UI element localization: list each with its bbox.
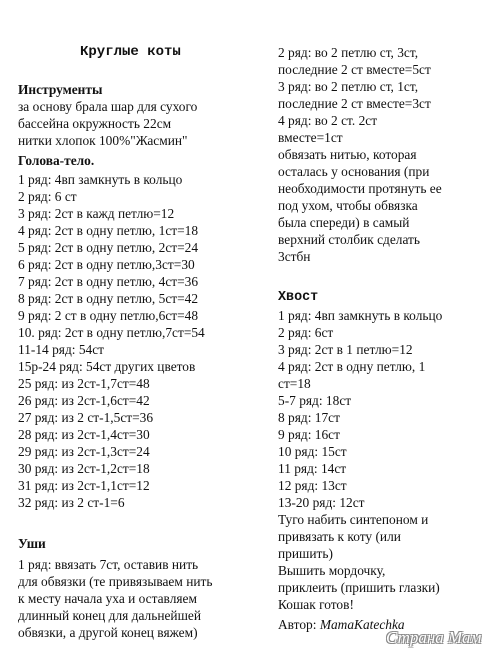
ear-line: необходимости протянуть ее (278, 181, 442, 196)
body-row: 25 ряд: из 2ст-1,7ст=48 (18, 376, 150, 391)
tail-line: 1 ряд: 4вп замкнуть в кольцо (278, 308, 443, 323)
instruments-line: за основу брала шар для сухого (18, 99, 198, 114)
author-label: Автор: (278, 617, 317, 632)
body-row: 2 ряд: 6 ст (18, 189, 77, 204)
tail-line: привязать к коту (или (278, 529, 401, 544)
site-watermark: Страна Мам (386, 628, 482, 647)
body-row: 28 ряд: из 2ст-1,4ст=30 (18, 427, 150, 442)
body-row: 30 ряд: из 2ст-1,2ст=18 (18, 461, 150, 476)
body-row: 3 ряд: 2ст в кажд петлю=12 (18, 206, 175, 221)
tail-line: 2 ряд: 6ст (278, 325, 334, 340)
body-row: 11-14 ряд: 54ст (18, 342, 105, 357)
body-row: 9 ряд: 2 ст в одну петлю,6ст=48 (18, 308, 199, 323)
tail-line: 4 ряд: 2ст в одну петлю, 1 (278, 359, 426, 374)
body-row: 1 ряд: 4вп замкнуть в кольцо (18, 172, 183, 187)
ear-line: 2 ряд: во 2 петлю ст, 3ст, (278, 45, 419, 60)
tail-line: 11 ряд: 14ст (278, 461, 347, 476)
tail-line: 5-7 ряд: 18ст (278, 393, 352, 408)
tail-heading: Хвост (278, 290, 319, 305)
instruments-heading: Инструменты (18, 82, 103, 97)
ears-line: длинный конец для дальнейшей (18, 608, 202, 623)
ear-line: осталась у основания (при (278, 164, 430, 179)
ear-line: вместе=1ст (278, 130, 343, 145)
ear-line: верхний столбик сделать (278, 232, 421, 247)
author-name: MamaKatechka (319, 617, 405, 632)
ears-line: 1 ряд: ввязать 7ст, оставив нить (18, 557, 199, 572)
ear-line: 4 ряд: во 2 ст. 2ст (278, 113, 378, 128)
body-row: 15р-24 ряд: 54ст других цветов (18, 359, 196, 374)
tail-line: 13-20 ряд: 12ст (278, 495, 365, 510)
body-row: 27 ряд: из 2 ст-1,5ст=36 (18, 410, 154, 425)
body-row: 6 ряд: 2ст в одну петлю,3ст=30 (18, 257, 195, 272)
ear-line: 3стбн (278, 249, 311, 264)
ears-line: к месту начала уха и оставляем (18, 591, 197, 606)
ears-heading: Уши (18, 536, 46, 551)
tail-line: 9 ряд: 16ст (278, 427, 340, 442)
document-title: Круглые коты (80, 44, 181, 60)
tail-line: 10 ряд: 15ст (278, 444, 347, 459)
instruments-line: бассейна окружность 22см (18, 116, 172, 131)
body-row: 29 ряд: из 2ст-1,3ст=24 (18, 444, 150, 459)
ear-line: под ухом, чтобы обвязка (278, 198, 418, 213)
instruments-line: нитки хлопок 100%"Жасмин" (18, 133, 188, 148)
tail-line: ст=18 (278, 376, 311, 391)
ear-line: была спереди) в самый (278, 215, 410, 230)
tail-line: пришить) (278, 546, 333, 561)
ears-line: обвязки, а другой конец вяжем) (18, 625, 198, 640)
body-row: 31 ряд: из 2ст-1,1ст=12 (18, 478, 150, 493)
tail-line: 3 ряд: 2ст в 1 петлю=12 (278, 342, 413, 357)
ears-line: для обвязки (те привязываем нить (18, 574, 213, 589)
body-row: 5 ряд: 2ст в одну петлю, 2ст=24 (18, 240, 199, 255)
body-heading: Голова-тело. (18, 153, 95, 168)
tail-line: Туго набить синтепоном и (278, 512, 429, 527)
body-row: 8 ряд: 2ст в одну петлю, 5ст=42 (18, 291, 199, 306)
body-row: 10. ряд: 2ст в одну петлю,7ст=54 (18, 325, 205, 340)
ear-line: последние 2 ст вместе=3ст (278, 96, 431, 111)
ear-line: последние 2 ст вместе=5ст (278, 62, 431, 77)
body-row: 32 ряд: из 2 ст-1=6 (18, 495, 125, 510)
ear-line: обвязать нитью, которая (278, 147, 417, 162)
tail-line: 8 ряд: 17ст (278, 410, 340, 425)
ear-line: 3 ряд: во 2 петлю ст, 1ст, (278, 79, 419, 94)
body-row: 26 ряд: из 2ст-1,6ст=42 (18, 393, 150, 408)
body-row: 4 ряд: 2ст в одну петлю, 1ст=18 (18, 223, 199, 238)
tail-line: Вышить мордочку, (278, 563, 386, 578)
tail-line: Кошак готов! (278, 597, 354, 612)
body-row: 7 ряд: 2ст в одну петлю, 4ст=36 (18, 274, 199, 289)
tail-line: 12 ряд: 13ст (278, 478, 347, 493)
tail-line: приклеить (пришить глазки) (278, 580, 440, 595)
